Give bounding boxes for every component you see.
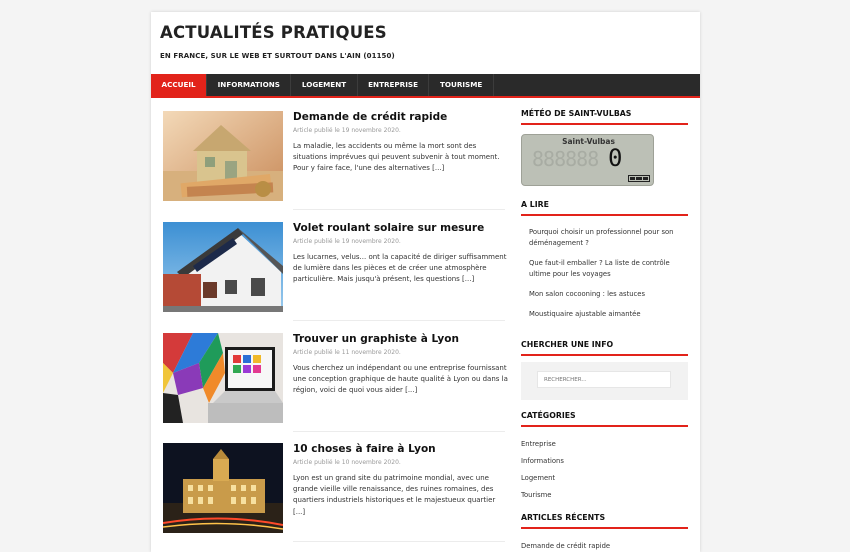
post-divider [293,320,505,321]
post-title[interactable]: Demande de crédit rapide [293,111,448,123]
category-link[interactable]: Tourisme [521,491,552,499]
post-divider [293,209,505,210]
post-excerpt: Les lucarnes, velus... ont la capacité de diriger suffisamment de lumière dans les pièces et de créer une atmosphère particulière. Mais jusqu'à présent, les questions [...] [293,253,507,284]
post-title[interactable]: Trouver un graphiste à Lyon [293,333,459,345]
widget-title-weather: MÉTÉO DE SAINT-VULBAS [521,109,688,125]
post-title[interactable]: Volet roulant solaire sur mesure [293,222,485,234]
search-widget [521,362,688,400]
read-link[interactable]: Pourquoi choisir un professionnel pour son déménagement ? [529,228,674,247]
weather-ghost-digits: 888888 [532,147,599,171]
lyon-night-building-image[interactable] [163,443,283,533]
widget-title-search: CHERCHER UNE INFO [521,340,688,356]
read-link[interactable]: Moustiquaire ajustable aimantée [529,310,641,318]
main-nav [151,74,700,98]
weather-city: Saint-Vulbas [562,137,615,146]
page [151,12,700,552]
battery-icon [628,175,650,182]
site-title[interactable]: ACTUALITÉS PRATIQUES [160,23,387,42]
weather-widget[interactable] [521,134,654,186]
post-excerpt: Lyon est un grand site du patrimoine mondial, avec une grande vieille ville renaissance, des ruines romaines, des quartiers industriels historiques et le majestueux quartier [...] [293,474,496,516]
post-item [163,222,508,322]
recent-article-link[interactable]: Demande de crédit rapide [521,542,611,550]
nav-entreprise[interactable]: ENTREPRISE [358,74,430,96]
read-link[interactable]: Mon salon cocooning : les astuces [529,290,646,298]
category-link[interactable]: Informations [521,457,564,465]
nav-logement[interactable]: LOGEMENT [291,74,357,96]
widget-title-read: A LIRE [521,200,688,216]
nav-informations[interactable]: INFORMATIONS [207,74,291,96]
category-link[interactable]: Entreprise [521,440,556,448]
weather-value: 0 [608,144,623,172]
post-divider [293,541,505,542]
widget-title-recent: ARTICLES RÉCENTS [521,513,688,529]
widget-title-categories: CATÉGORIES [521,411,688,427]
post-divider [293,431,505,432]
post-meta: Article publié le 19 novembre 2020. [293,238,401,245]
post-meta: Article publié le 10 novembre 2020. [293,459,401,466]
post-item [163,443,508,543]
solar-roof-house-image[interactable] [163,222,283,312]
nav-accueil[interactable]: ACCUEIL [151,74,207,96]
laptop-graphic-design-image[interactable] [163,333,283,423]
house-banknotes-image[interactable] [163,111,283,201]
post-meta: Article publié le 19 novembre 2020. [293,127,401,134]
site-description: EN FRANCE, SUR LE WEB ET SURTOUT DANS L'AIN (01150) [160,52,395,60]
post-excerpt: La maladie, les accidents ou même la mort sont des situations imprévues qui peuvent subvenir à tout moment. Pour y faire face, l'une des alternatives [...] [293,142,500,173]
post-title[interactable]: 10 choses à faire à Lyon [293,443,436,455]
category-link[interactable]: Logement [521,474,556,482]
post-item [163,333,508,433]
post-item [163,111,508,211]
post-meta: Article publié le 11 novembre 2020. [293,349,401,356]
read-link[interactable]: Que faut-il emballer ? La liste de contrôle ultime pour les voyages [529,259,670,278]
search-input[interactable] [537,371,671,388]
nav-tourisme[interactable]: TOURISME [429,74,493,96]
post-excerpt: Vous cherchez un indépendant ou une entreprise fournissant une conception graphique de haute qualité à Lyon ou dans la région, voici de quoi vous aider [...] [293,364,508,395]
